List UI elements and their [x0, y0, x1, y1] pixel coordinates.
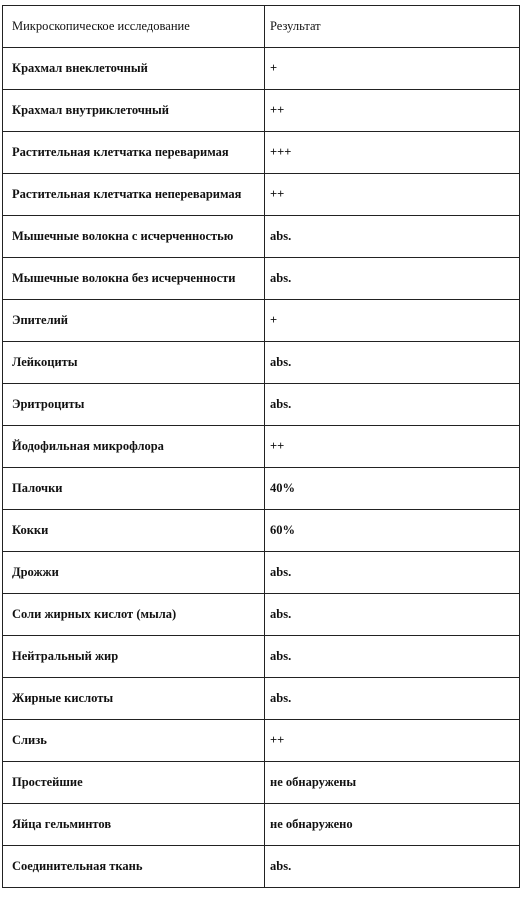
test-name-cell: Растительная клетчатка непереваримая	[3, 174, 265, 216]
header-cell-test: Микроскопическое исследование	[3, 6, 265, 48]
result-cell: ++	[265, 90, 520, 132]
test-name-cell: Растительная клетчатка переваримая	[3, 132, 265, 174]
result-cell: abs.	[265, 342, 520, 384]
result-cell: +++	[265, 132, 520, 174]
result-cell: abs.	[265, 216, 520, 258]
table-row	[3, 636, 520, 678]
test-name-cell: Кокки	[3, 510, 265, 552]
table-row	[3, 132, 520, 174]
test-name-cell: Эритроциты	[3, 384, 265, 426]
result-cell: не обнаружено	[265, 804, 520, 846]
test-name-cell: Крахмал внутриклеточный	[3, 90, 265, 132]
table-row	[3, 342, 520, 384]
test-name-cell: Дрожжи	[3, 552, 265, 594]
table-row	[3, 216, 520, 258]
table-row	[3, 804, 520, 846]
result-cell: 40%	[265, 468, 520, 510]
table-row	[3, 846, 520, 888]
table-row	[3, 174, 520, 216]
table-row	[3, 468, 520, 510]
table-row	[3, 48, 520, 90]
table-row	[3, 90, 520, 132]
result-cell: 60%	[265, 510, 520, 552]
test-name-cell: Жирные кислоты	[3, 678, 265, 720]
result-cell: abs.	[265, 552, 520, 594]
table-row	[3, 384, 520, 426]
table-header-row	[3, 6, 520, 48]
table-row	[3, 720, 520, 762]
table-row	[3, 594, 520, 636]
result-cell: abs.	[265, 384, 520, 426]
table-body	[3, 6, 520, 888]
table-row	[3, 762, 520, 804]
test-name-cell: Соли жирных кислот (мыла)	[3, 594, 265, 636]
result-cell: +	[265, 48, 520, 90]
test-name-cell: Эпителий	[3, 300, 265, 342]
result-cell: abs.	[265, 678, 520, 720]
test-name-cell: Мышечные волокна с исчерченностью	[3, 216, 265, 258]
result-cell: ++	[265, 426, 520, 468]
test-name-cell: Слизь	[3, 720, 265, 762]
test-name-cell: Йодофильная микрофлора	[3, 426, 265, 468]
test-name-cell: Палочки	[3, 468, 265, 510]
table-row	[3, 552, 520, 594]
result-cell: abs.	[265, 846, 520, 888]
test-name-cell: Мышечные волокна без исчерченности	[3, 258, 265, 300]
table-row	[3, 678, 520, 720]
test-name-cell: Лейкоциты	[3, 342, 265, 384]
result-cell: abs.	[265, 594, 520, 636]
result-cell: ++	[265, 720, 520, 762]
microscopy-results-table	[2, 5, 520, 888]
table-row	[3, 426, 520, 468]
table-row	[3, 300, 520, 342]
result-cell: +	[265, 300, 520, 342]
test-name-cell: Простейшие	[3, 762, 265, 804]
result-cell: ++	[265, 174, 520, 216]
result-cell: не обнаружены	[265, 762, 520, 804]
test-name-cell: Соединительная ткань	[3, 846, 265, 888]
table-row	[3, 510, 520, 552]
test-name-cell: Крахмал внеклеточный	[3, 48, 265, 90]
test-name-cell: Нейтральный жир	[3, 636, 265, 678]
result-cell: abs.	[265, 258, 520, 300]
table-row	[3, 258, 520, 300]
result-cell: abs.	[265, 636, 520, 678]
header-cell-result: Результат	[265, 6, 520, 48]
test-name-cell: Яйца гельминтов	[3, 804, 265, 846]
